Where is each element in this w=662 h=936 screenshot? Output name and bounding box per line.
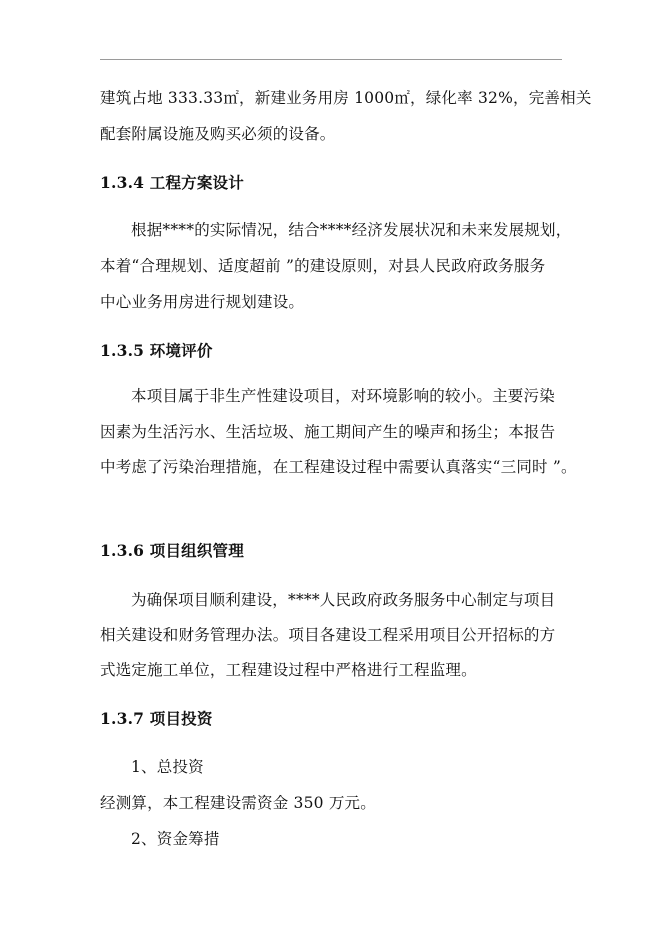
header-rule xyxy=(100,59,562,60)
sec136-line-3: 式选定施工单位，工程建设过程中严格进行工程监理。 xyxy=(100,661,477,679)
sec134-line-3: 中心业务用房进行规划建设。 xyxy=(100,293,305,311)
sec135-line-1: 本项目属于非生产性建设项目，对环境影响的较小。主要污染 xyxy=(131,387,555,405)
sec135-line-2: 因素为生活污水、生活垃圾、施工期间产生的噪声和扬尘；本报告 xyxy=(100,423,556,441)
sec136-line-2: 相关建设和财务管理办法。项目各建设工程采用项目公开招标的方 xyxy=(100,626,556,644)
sec137-item2-title: 2、资金筹措 xyxy=(131,830,220,848)
heading-1-3-6: 1.3.6 项目组织管理 xyxy=(100,541,244,560)
sec137-item1-text: 经测算，本工程建设需资金 350 万元。 xyxy=(100,794,376,812)
sec135-line-3: 中考虑了污染治理措施，在工程建设过程中需要认真落实“三同时 ”。 xyxy=(100,458,577,476)
para1-line-2: 配套附属设施及购买必须的设备。 xyxy=(100,125,336,143)
heading-1-3-7: 1.3.7 项目投资 xyxy=(100,709,213,728)
sec134-line-2: 本着“合理规划、适度超前 ”的建设原则，对县人民政府政务服务 xyxy=(100,257,546,275)
para1-line-1: 建筑占地 333.33㎡，新建业务用房 1000㎡，绿化率 32%，完善相关 xyxy=(100,89,592,107)
sec136-line-1: 为确保项目顺利建设，****人民政府政务服务中心制定与项目 xyxy=(131,591,556,609)
sec137-item1-title: 1、总投资 xyxy=(131,758,204,776)
heading-1-3-5: 1.3.5 环境评价 xyxy=(100,341,213,360)
sec134-line-1: 根据****的实际情况，结合****经济发展状况和未来发展规划， xyxy=(131,221,572,239)
heading-1-3-4: 1.3.4 工程方案设计 xyxy=(100,173,244,192)
